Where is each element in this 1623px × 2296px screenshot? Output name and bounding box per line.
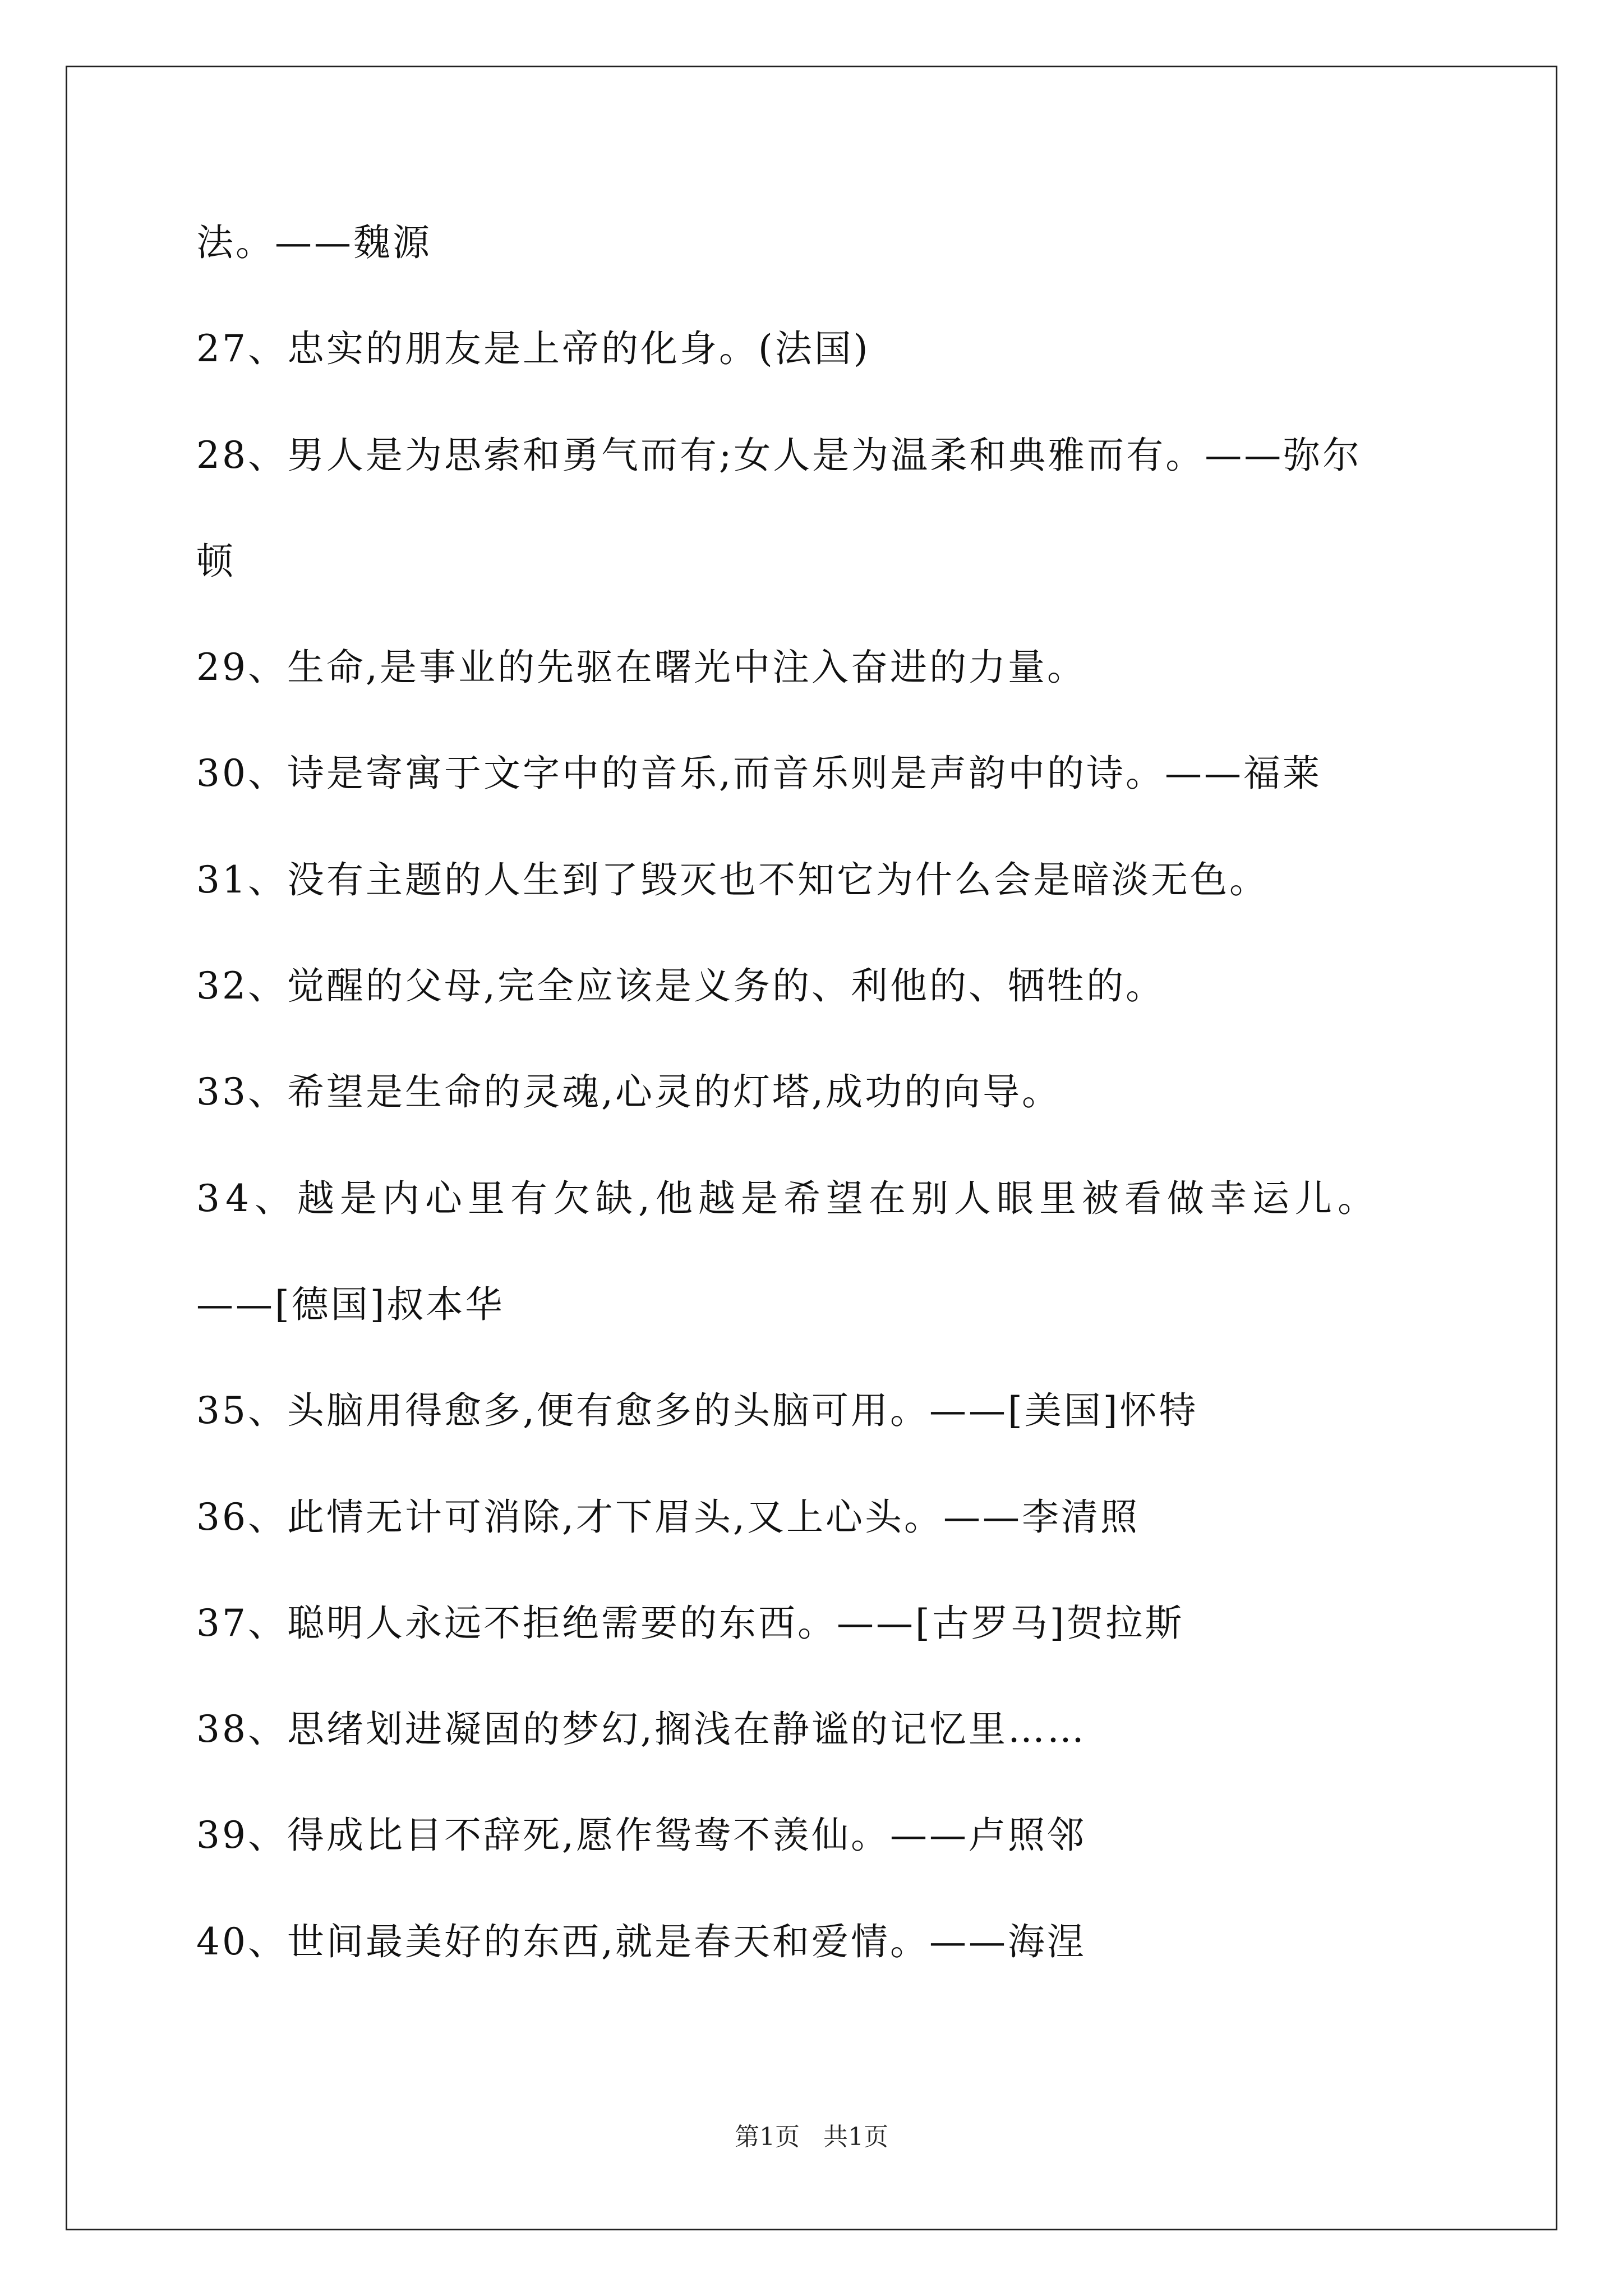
page-frame [66,66,1557,2230]
quote-34: 34、越是内心里有欠缺,他越是希望在别人眼里被看做幸运儿。 [196,1177,1380,1220]
quote-38: 38、思绪划进凝固的梦幻,搁浅在静谧的记忆里…… [196,1708,1086,1751]
quote-29: 29、生命,是事业的先驱在曙光中注入奋进的力量。 [196,646,1086,689]
quote-28: 28、男人是为思索和勇气而有;女人是为温柔和典雅而有。——弥尔 [196,434,1362,477]
quote-37: 37、聪明人永远不拒绝需要的东西。——[古罗马]贺拉斯 [196,1602,1184,1645]
quote-31: 31、没有主题的人生到了毁灭也不知它为什么会是暗淡无色。 [196,858,1269,901]
quote-30: 30、诗是寄寓于文字中的音乐,而音乐则是声韵中的诗。——福莱 [196,752,1322,795]
text-line: 法。——魏源 [196,221,432,264]
quote-27: 27、忠实的朋友是上帝的化身。(法国) [196,327,870,370]
quote-35: 35、头脑用得愈多,便有愈多的头脑可用。——[美国]怀特 [196,1389,1198,1432]
quote-33: 33、希望是生命的灵魂,心灵的灯塔,成功的向导。 [196,1070,1061,1114]
quote-39: 39、得成比目不辞死,愿作鸳鸯不羡仙。——卢照邻 [196,1814,1086,1857]
page-number: 第1页 [735,2123,800,2151]
quote-36: 36、此情无计可消除,才下眉头,又上心头。——李清照 [196,1496,1140,1539]
quote-40: 40、世间最美好的东西,就是春天和爱情。——海涅 [196,1920,1086,1963]
page-footer [0,2120,1623,2154]
text-line: ——[德国]叔本华 [196,1283,505,1326]
page-total: 共1页 [823,2123,888,2151]
text-line: 顿 [196,540,236,583]
quote-32: 32、觉醒的父母,完全应该是义务的、利他的、牺牲的。 [196,964,1165,1007]
